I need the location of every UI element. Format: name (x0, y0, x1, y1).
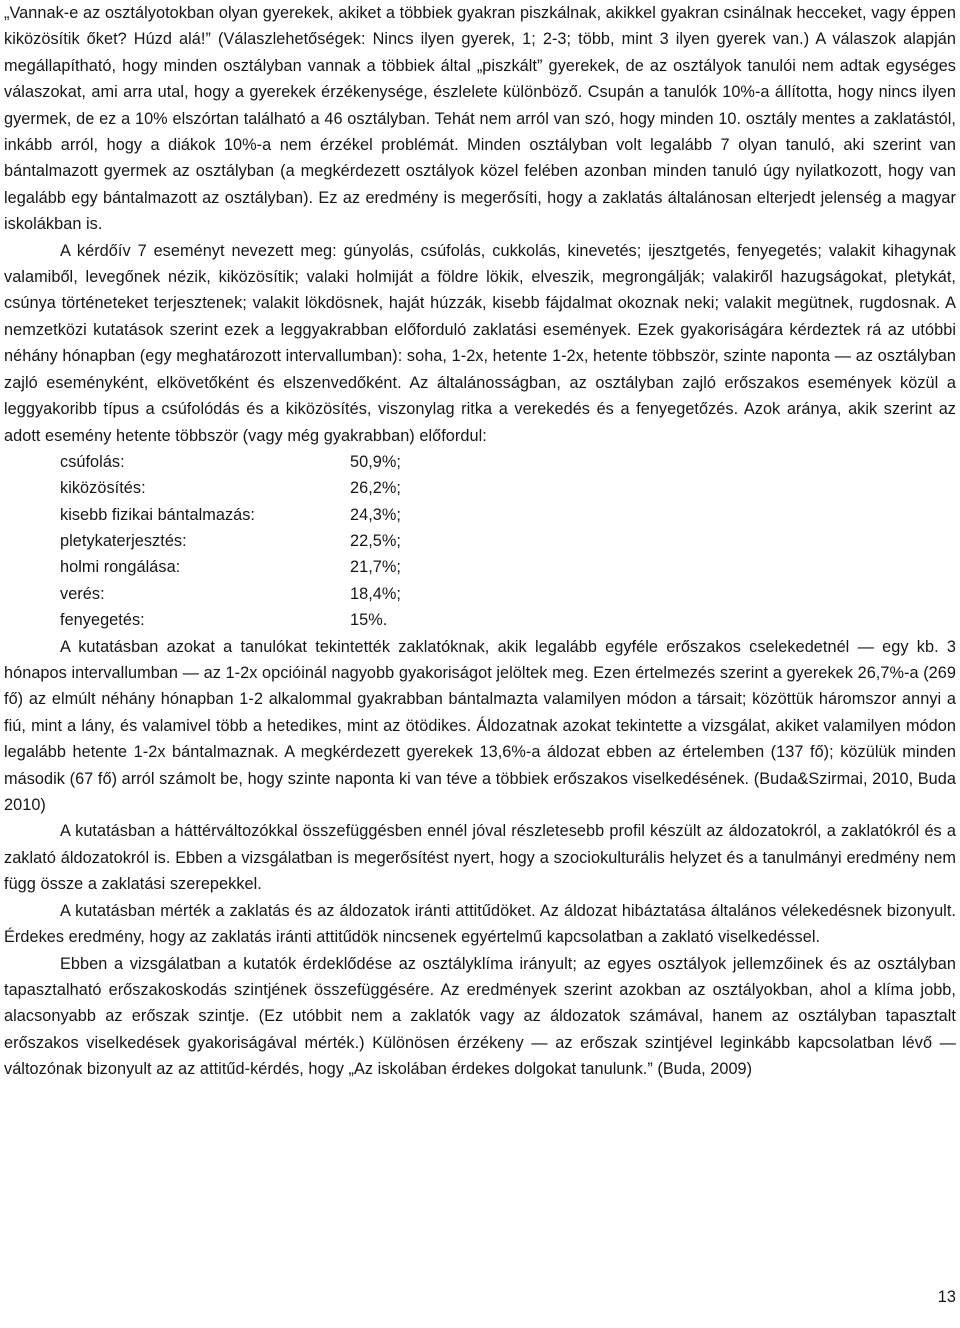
stat-row (60, 554, 956, 580)
stat-row (60, 475, 956, 501)
stat-value: 50,9%; (350, 452, 401, 471)
stat-label: holmi rongálása: (60, 558, 181, 577)
stat-label: kisebb fizikai bántalmazás: (60, 505, 256, 524)
stat-label: fenyegetés: (60, 611, 145, 630)
stat-row (60, 449, 956, 475)
page-content (4, 0, 956, 1083)
stat-label: csúfolás: (60, 452, 125, 471)
paragraph-class-climate: Ebben a vizsgálatban a kutatók érdeklődése az osztályklíma irányult; az egyes osztályok jellemzőinek és az osztályban tapasztalható erőszakoskodás szintjének összefüggésére. Az eredmények szerint azokban az osztályokban, ahol a klíma jobb, alacsonyabb az erőszak szintje. (Ez utóbbit nem a zaklatók vagy az áldozatok számával, hanem az osztályban tapasztalt erőszakos viselkedések gyakoriságával mérték.) Különösen érzékeny — az erőszak szintjével leginkább kapcsolatban lévő — változónak bizonyult az az attitűd-kérdés, hogy „Az iskolában érdekes dolgokat tanulunk.” (Buda, 2009) (4, 954, 956, 1079)
stat-label: pletykaterjesztés: (60, 532, 187, 551)
stat-value: 15%. (350, 611, 388, 630)
stat-row (60, 528, 956, 554)
stat-row (60, 607, 956, 633)
stat-value: 24,3%; (350, 505, 401, 524)
stat-label: kiközösítés: (60, 479, 146, 498)
paragraph-attitudes: A kutatásban mérték a zaklatás és az áldozatok iránti attitűdöket. Az áldozat hibáztatása általános vélekedésnek bizonyult. Érdekes eredmény, hogy az zaklatás iránti attitűdök nincsenek egyértelmű kapcsolatban a zaklató viselkedéssel. (4, 901, 956, 947)
page-number: 13 (937, 1288, 956, 1306)
stats-list (60, 449, 956, 634)
stat-label: verés: (60, 584, 105, 603)
stat-row (60, 581, 956, 607)
paragraph-definitions: A kutatásban azokat a tanulókat tekintették zaklatóknak, akik legalább egyféle erőszakos cselekedetnél — egy kb. 3 hónapos intervallumban — az 1-2x opcióinál nagyobb gyakoriságot jelöltek meg. Ezen értelmezés szerint a gyerekek 26,7%-a (269 fő) az elmúlt néhány hónapban 1-2 alkalommal gyakrabban bántalmazta valamilyen módon a társait; közöttük háromszor annyi a fiú, mint a lány, és valamivel több a hetedikes, mint az ötödikes. Áldozatnak azokat tekintette a vizsgálat, akiket valamilyen módon legalább hetente 1-2x bántalmaznak. A megkérdezett gyerekek 13,6%-a áldozat ebben az értelemben (137 fő); közülük minden második (67 fő) arról számolt be, hogy szinte naponta ki van téve a többiek erőszakos viselkedésének. (Buda&Szirmai, 2010, Buda 2010) (4, 637, 956, 815)
paragraph-survey-question: „Vannak-e az osztályotokban olyan gyerekek, akiket a többiek gyakran piszkálnak, akikkel gyakran csinálnak hecceket, vagy éppen kiközösítik őket? Húzd alá!” (Válaszlehetőségek: Nincs ilyen gyerek, 1; 2-3; több, mint 3 ilyen gyerek van.) A válaszok alapján megállapítható, hogy minden osztályban vannak a többiek által „piszkált” gyerekek, de az osztályok tanulói nem adtak egységes válaszokat, ami arra utal, hogy a gyerekek érzékenysége, észlelete különböző. Csupán a tanulók 10%-a állította, hogy nincs ilyen gyermek, de ez a 10% elszórtan található a 46 osztályban. Tehát nem arról van szó, hogy minden 10. osztály mentes a zaklatástól, inkább arról, hogy a diákok 10%-a nem érzékel problémát. Minden osztályban volt legalább 7 olyan tanuló, aki szerint van bántalmazott gyermek az osztályban (a megkérdezett osztályok közel felében azonban minden tanuló úgy nyilatkozott, hogy van legalább egy bántalmazott az osztályban). Ez az eredmény is megerősíti, hogy a zaklatás általánosan elterjedt jelenség a magyar iskolákban is. (4, 4, 956, 234)
stat-value: 22,5%; (350, 532, 401, 551)
stat-value: 26,2%; (350, 479, 401, 498)
paragraph-profiles: A kutatásban a háttérváltozókkal összefüggésben ennél jóval részletesebb profil készült az áldozatokról, a zaklatókról és a zaklató áldozatokról is. Ebben a vizsgálatban is megerősítést nyert, hogy a szociokulturális helyzet és a tanulmányi eredmény nem függ össze a zaklatási szerepekkel. (4, 822, 956, 894)
stat-value: 21,7%; (350, 558, 401, 577)
stat-row (60, 502, 956, 528)
paragraph-survey-events: A kérdőív 7 eseményt nevezett meg: gúnyolás, csúfolás, cukkolás, kinevetés; ijesztgetés, fenyegetés; valakit kihagynak valamiből, levegőnek nézik, kiközösítik; valaki holmiját a földre lökik, elveszik, megrongálják; valakiről hazugságokat, pletykát, csúnya történeteket terjesztenek; valakit lökdösnek, haját húzzák, kisebb fájdalmat okoznak neki; valakit megütnek, rugdosnak. A nemzetközi kutatások szerint ezek a leggyakrabban előforduló zaklatási események. Ezek gyakoriságára kérdeztek rá az utóbbi néhány hónapban (egy meghatározott intervallumban): soha, 1-2x, hetente 1-2x, hetente többször, szinte naponta — az osztályban zajló eseményként, elkövetőként és elszenvedőként. Az általánosságban, az osztályban zajló erőszakos események közül a leggyakoribb típus a csúfolódás és a kiközösítés, viszonylag ritka a verekedés és a fenyegetőzés. Azok aránya, akik szerint az adott esemény hetente többször (vagy még gyakrabban) előfordul: (4, 241, 956, 445)
stat-value: 18,4%; (350, 584, 401, 603)
